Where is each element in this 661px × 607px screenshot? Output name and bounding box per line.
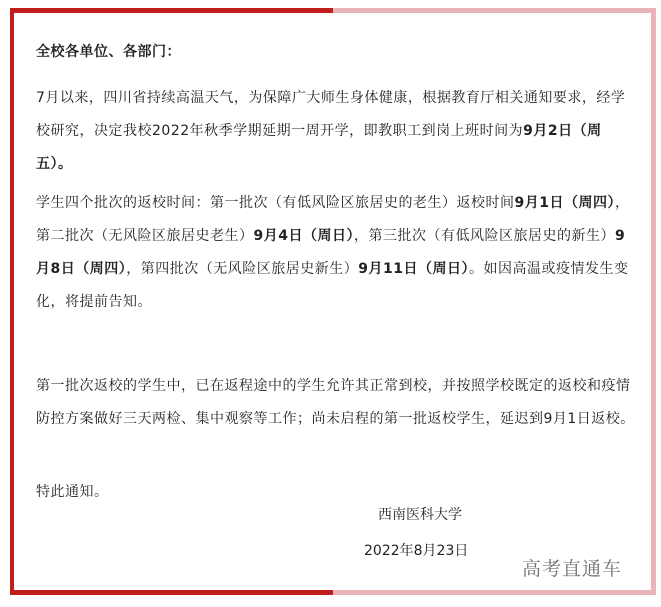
frame-top-left xyxy=(10,8,333,13)
watermark: 高考直通车 xyxy=(522,558,623,580)
closing-text: 特此通知。 xyxy=(36,484,109,500)
batch2-date: 9月4日（周日） xyxy=(253,228,354,244)
p2-text-d: ，第三批次（有低风险区旅居史的新生） xyxy=(353,228,615,244)
p1-text: 7月以来，四川省持续高温天气，为保障广大师生身体健康，根据教育厅相关通知要求，经学校研究，决定我校2022年秋季学期延期一周开学，即教职工到岗上班时间为 xyxy=(36,90,626,139)
p2-text-c: ，第二批次（无风险区旅居史老生） xyxy=(36,195,630,244)
staff-return-date: 9月2日（周五） xyxy=(36,123,602,172)
batch3-date: 9月8日（周四） xyxy=(36,228,626,277)
frame-top-right xyxy=(333,8,653,13)
salutation: 全校各单位、各部门： xyxy=(36,44,181,60)
frame-bottom-right xyxy=(333,590,656,595)
p2-text-a: 学生四个批次的返校时间：第一批次（有低风险区旅居史的老生）返校时间 xyxy=(36,195,515,211)
p2-text-e: ，第四批次（无风险区旅居史新生） xyxy=(126,261,359,277)
frame-bottom-left xyxy=(10,590,333,595)
notice-body xyxy=(36,36,636,509)
paragraph-opening-date xyxy=(36,82,636,181)
paragraph-student-batches xyxy=(36,187,636,319)
batch1-date: 9月1日（周四） xyxy=(514,195,615,211)
p1-end: 。 xyxy=(58,156,73,172)
p2-text-f: 。如因高温或疫情发生变化，将提前告知。 xyxy=(36,261,629,310)
batch4-date: 9月11日（周日） xyxy=(358,261,469,277)
frame-left xyxy=(10,8,14,594)
signature: 西南医科大学 xyxy=(378,507,462,523)
frame-right xyxy=(651,8,656,594)
paragraph-first-batch: 第一批次返校的学生中，已在返程途中的学生允许其正常到校，并按照学校既定的返校和疫情防控方案做好三天两检、集中观察等工作；尚未启程的第一批返校学生，延迟到9月1日返校。 xyxy=(36,378,635,427)
notice-date: 2022年8月23日 xyxy=(364,543,469,559)
